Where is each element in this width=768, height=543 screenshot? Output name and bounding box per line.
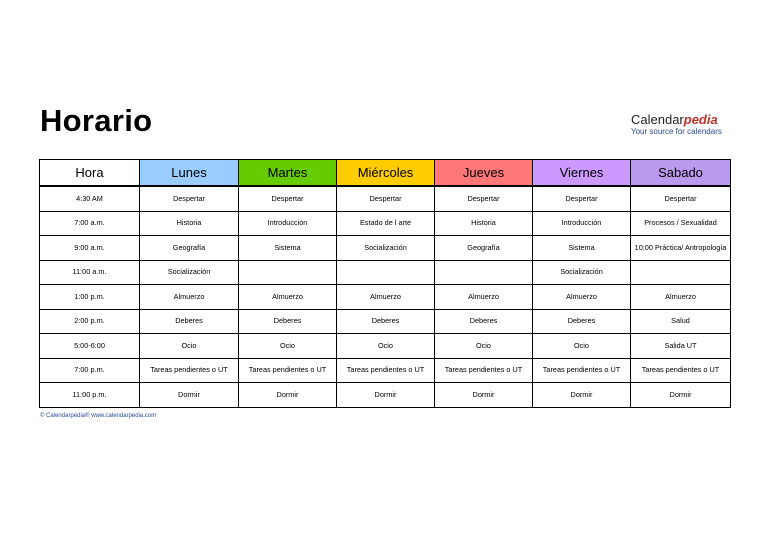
footer-credit: © Calendarpedia® www.calendarpedia.com bbox=[40, 413, 157, 419]
activity-cell: Despertar bbox=[533, 186, 631, 211]
header-day: Sabado bbox=[631, 160, 731, 187]
header-row bbox=[40, 160, 731, 187]
activity-cell: Historia bbox=[435, 211, 533, 236]
activity-cell: Geografía bbox=[435, 236, 533, 261]
activity-cell: Salida UT bbox=[631, 334, 731, 359]
activity-cell: Deberes bbox=[337, 309, 435, 334]
activity-cell: Dormir bbox=[239, 383, 337, 408]
table-row bbox=[40, 285, 731, 310]
activity-cell: Sistema bbox=[533, 236, 631, 261]
brand-name bbox=[631, 113, 722, 127]
header-day: Miércoles bbox=[337, 160, 435, 187]
activity-cell: Almuerzo bbox=[239, 285, 337, 310]
activity-cell: Socialización bbox=[337, 236, 435, 261]
activity-cell: Dormir bbox=[337, 383, 435, 408]
hour-cell: 1:00 p.m. bbox=[40, 285, 140, 310]
hour-cell: 11:00 a.m. bbox=[40, 260, 140, 285]
hour-cell: 4:30 AM bbox=[40, 186, 140, 211]
activity-cell: Geografía bbox=[140, 236, 239, 261]
activity-cell bbox=[631, 260, 731, 285]
table-row bbox=[40, 358, 731, 383]
header-day: Lunes bbox=[140, 160, 239, 187]
schedule-body bbox=[40, 186, 731, 407]
activity-cell: Almuerzo bbox=[140, 285, 239, 310]
activity-cell bbox=[239, 260, 337, 285]
activity-cell: 10:00 Práctica/ Antropología bbox=[631, 236, 731, 261]
activity-cell: Procesos / Sexualidad bbox=[631, 211, 731, 236]
activity-cell: Despertar bbox=[140, 186, 239, 211]
activity-cell: Socialización bbox=[140, 260, 239, 285]
table-row bbox=[40, 260, 731, 285]
page-title: Horario bbox=[40, 103, 153, 138]
activity-cell: Tareas pendientes o UT bbox=[140, 358, 239, 383]
activity-cell: Deberes bbox=[239, 309, 337, 334]
activity-cell: Ocio bbox=[337, 334, 435, 359]
brand-name-part-2: pedia bbox=[683, 112, 718, 127]
activity-cell: Ocio bbox=[533, 334, 631, 359]
activity-cell: Ocio bbox=[435, 334, 533, 359]
activity-cell: Tareas pendientes o UT bbox=[533, 358, 631, 383]
schedule-table bbox=[39, 159, 731, 408]
hour-cell: 2:00 p.m. bbox=[40, 309, 140, 334]
activity-cell bbox=[337, 260, 435, 285]
activity-cell: Almuerzo bbox=[337, 285, 435, 310]
activity-cell: Sistema bbox=[239, 236, 337, 261]
activity-cell: Deberes bbox=[533, 309, 631, 334]
activity-cell: Tareas pendientes o UT bbox=[239, 358, 337, 383]
activity-cell: Ocio bbox=[140, 334, 239, 359]
activity-cell: Dormir bbox=[631, 383, 731, 408]
activity-cell: Estado de l arte bbox=[337, 211, 435, 236]
table-row bbox=[40, 236, 731, 261]
header-day: Martes bbox=[239, 160, 337, 187]
activity-cell: Despertar bbox=[631, 186, 731, 211]
activity-cell: Tareas pendientes o UT bbox=[337, 358, 435, 383]
table-row bbox=[40, 186, 731, 211]
activity-cell: Ocio bbox=[239, 334, 337, 359]
table-row bbox=[40, 309, 731, 334]
hour-cell: 5:00-6:00 bbox=[40, 334, 140, 359]
table-row bbox=[40, 211, 731, 236]
activity-cell: Tareas pendientes o UT bbox=[435, 358, 533, 383]
activity-cell: Deberes bbox=[140, 309, 239, 334]
activity-cell: Introducción bbox=[239, 211, 337, 236]
header-day: Viernes bbox=[533, 160, 631, 187]
brand-tagline: Your source for calendars bbox=[631, 127, 722, 136]
activity-cell: Dormir bbox=[533, 383, 631, 408]
activity-cell bbox=[435, 260, 533, 285]
activity-cell: Almuerzo bbox=[435, 285, 533, 310]
hour-cell: 11:00 p.m. bbox=[40, 383, 140, 408]
activity-cell: Deberes bbox=[435, 309, 533, 334]
activity-cell: Socialización bbox=[533, 260, 631, 285]
activity-cell: Introducción bbox=[533, 211, 631, 236]
table-row bbox=[40, 334, 731, 359]
activity-cell: Despertar bbox=[239, 186, 337, 211]
hour-cell: 7:00 p.m. bbox=[40, 358, 140, 383]
brand-logo bbox=[631, 113, 722, 137]
header-day: Jueves bbox=[435, 160, 533, 187]
table-row bbox=[40, 383, 731, 408]
activity-cell: Dormir bbox=[435, 383, 533, 408]
activity-cell: Almuerzo bbox=[533, 285, 631, 310]
hour-cell: 9:00 a.m. bbox=[40, 236, 140, 261]
brand-name-part-1: Calendar bbox=[631, 112, 684, 127]
activity-cell: Almuerzo bbox=[631, 285, 731, 310]
activity-cell: Tareas pendientes o UT bbox=[631, 358, 731, 383]
activity-cell: Despertar bbox=[435, 186, 533, 211]
activity-cell: Dormir bbox=[140, 383, 239, 408]
activity-cell: Salud bbox=[631, 309, 731, 334]
header-hora: Hora bbox=[40, 160, 140, 187]
activity-cell: Despertar bbox=[337, 186, 435, 211]
hour-cell: 7:00 a.m. bbox=[40, 211, 140, 236]
activity-cell: Historia bbox=[140, 211, 239, 236]
